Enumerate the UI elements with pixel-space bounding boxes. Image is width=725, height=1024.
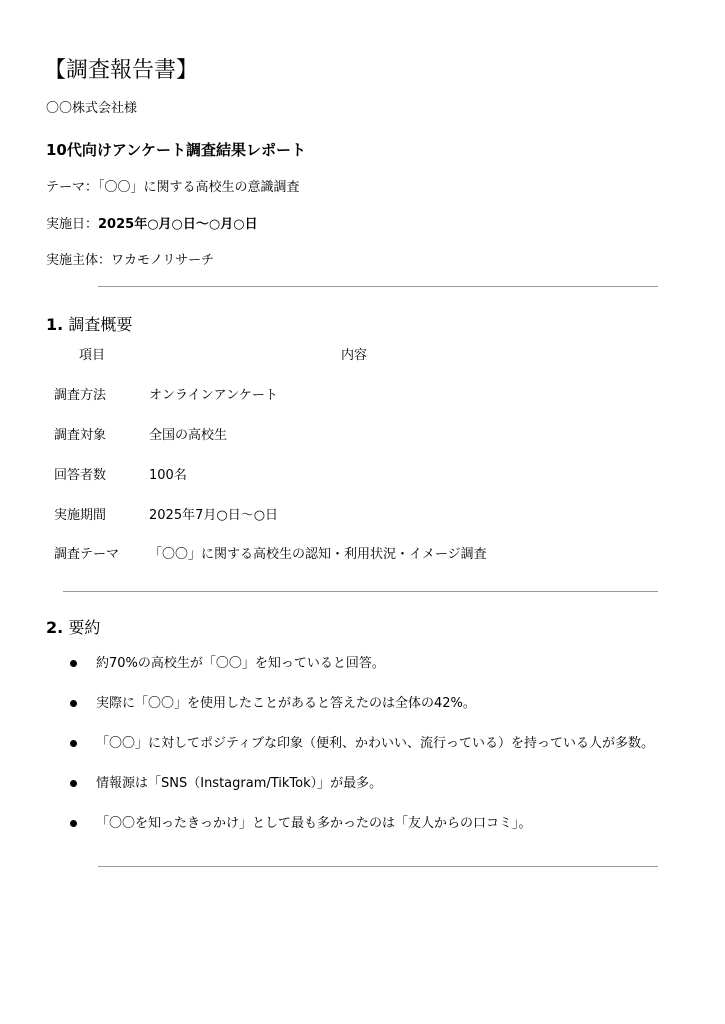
divider-middle	[63, 591, 658, 592]
list-item-text: 約70%の高校生が「〇〇」を知っていると回答。	[96, 656, 385, 671]
table-row-content: 2025年7月○日～○日	[149, 508, 279, 523]
meta-theme-label: テーマ：	[46, 180, 99, 195]
meta-theme	[46, 179, 300, 197]
list-item	[70, 814, 670, 834]
report-title: 10代向けアンケート調査結果レポート	[46, 141, 306, 159]
table-row-content: 「〇〇」に関する高校生の認知・利用状況・イメージ調査	[149, 547, 487, 562]
document-title: 【調査報告書】	[44, 58, 199, 83]
meta-date	[46, 216, 258, 234]
table-row-content: 100名	[149, 468, 187, 483]
meta-organizer-value: ワカモノリサーチ	[111, 253, 215, 268]
addressee: 〇〇株式会社様	[46, 101, 138, 116]
list-item-text: 情報源は「SNS（Instagram/TikTok）」が最多。	[96, 776, 383, 791]
table-row-item: 調査テーマ	[54, 547, 120, 562]
section1-number: 1.	[46, 315, 64, 334]
section2-title: 要約	[68, 618, 101, 637]
bullet-icon	[70, 660, 77, 667]
table-row-content: 全国の高校生	[149, 428, 228, 443]
list-item-text: 「〇〇を知ったきっかけ」として最も多かったのは「友人からの口コミ」。	[96, 816, 532, 831]
table-row-content: オンラインアンケート	[149, 388, 278, 403]
section1-heading	[46, 314, 132, 336]
list-item	[70, 654, 670, 674]
table-row-item: 調査方法	[54, 388, 107, 403]
meta-organizer-label: 実施主体：	[46, 253, 112, 268]
table-row-item: 実施期間	[54, 508, 107, 523]
meta-theme-value: 「〇〇」に関する高校生の意識調査	[98, 180, 300, 195]
list-item-text: 実際に「〇〇」を使用したことがあると答えたのは全体の42%。	[96, 696, 476, 711]
list-item-text: 「〇〇」に対してポジティブな印象（便利、かわいい、流行っている）を持っている人が多数。	[96, 736, 654, 751]
section2-heading	[46, 617, 100, 639]
meta-date-value: 2025年○月○日～○月○日	[98, 217, 258, 232]
meta-organizer	[46, 252, 214, 270]
bullet-icon	[70, 780, 77, 787]
table-header-content: 内容	[341, 348, 368, 363]
table-row-item: 回答者数	[54, 468, 107, 483]
divider-top	[98, 286, 658, 287]
list-item	[70, 694, 670, 714]
list-item	[70, 774, 670, 794]
table-header-item: 項目	[79, 348, 106, 363]
section1-title: 調査概要	[68, 315, 133, 334]
divider-bottom	[98, 866, 658, 867]
table-row-item: 調査対象	[54, 428, 107, 443]
summary-list	[70, 654, 670, 834]
list-item	[70, 734, 670, 754]
bullet-icon	[70, 740, 77, 747]
section2-number: 2.	[46, 618, 64, 637]
meta-date-label: 実施日：	[46, 217, 99, 232]
bullet-icon	[70, 820, 77, 827]
bullet-icon	[70, 700, 77, 707]
